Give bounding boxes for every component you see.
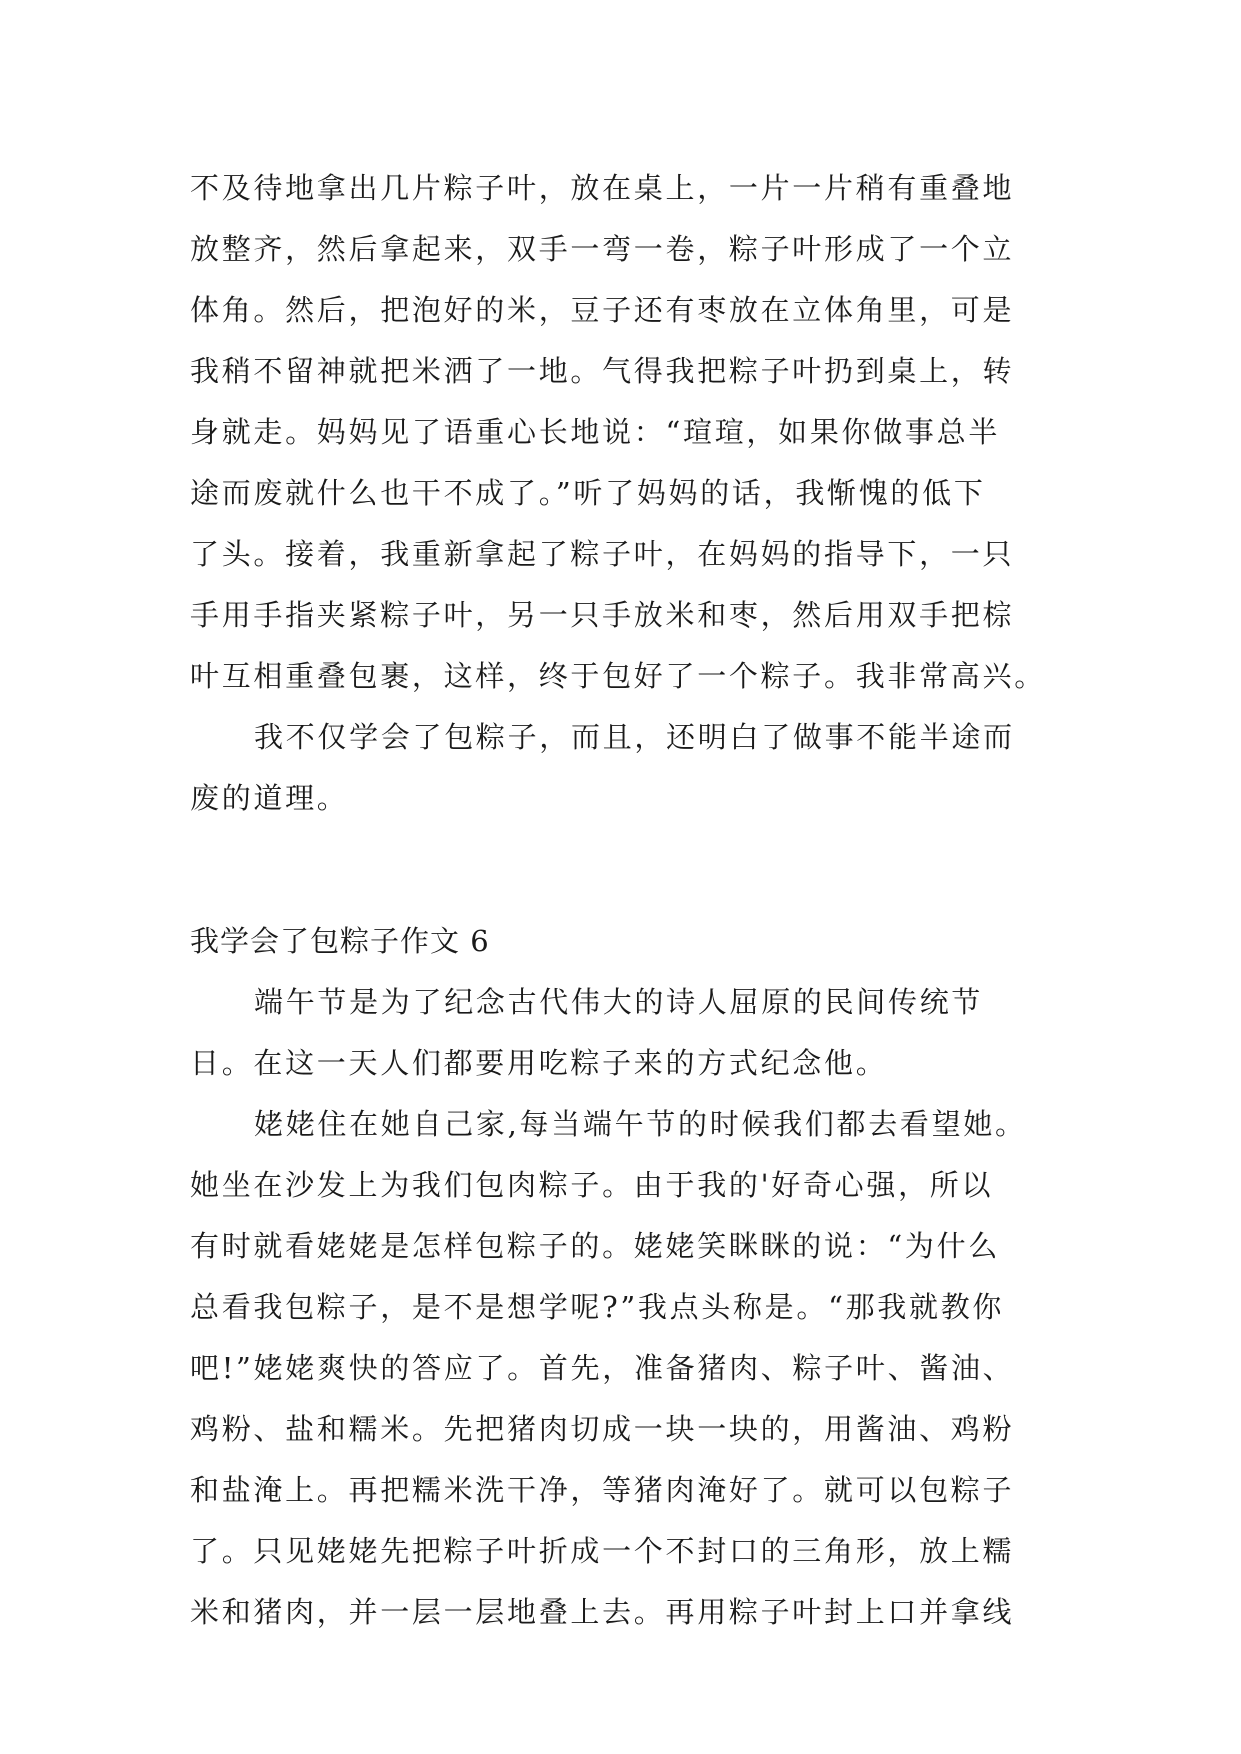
text-line: 放整齐，然后拿起来，双手一弯一卷，粽子叶形成了一个立	[190, 232, 1015, 266]
text-line: 途而废就什么也干不成了。”听了妈妈的话，我惭愧的低下	[190, 476, 986, 510]
paragraph-2	[190, 707, 1050, 829]
text-line: 端午节是为了纪念古代伟大的诗人屈原的民间传统节	[254, 985, 984, 1019]
text-line: 废的道理。	[190, 781, 349, 815]
text-line: 了头。接着，我重新拿起了粽子叶，在妈妈的指导下，一只	[190, 537, 1015, 571]
text-line: 吧!”姥姥爽快的答应了。首先，准备猪肉、粽子叶、酱油、	[190, 1351, 1015, 1385]
section-gap	[190, 829, 1050, 911]
text-line: 米和猪肉，并一层一层地叠上去。再用粽子叶封上口并拿线	[190, 1595, 1015, 1629]
paragraph-1	[190, 158, 1050, 707]
paragraph-4	[190, 1094, 1050, 1643]
text-line: 不及待地拿出几片粽子叶，放在桌上，一片一片稍有重叠地	[190, 171, 1015, 205]
text-line: 日。在这一天人们都要用吃粽子来的方式纪念他。	[190, 1046, 888, 1080]
text-line: 有时就看姥姥是怎样包粽子的。姥姥笑眯眯的说：“为什么	[190, 1229, 1001, 1263]
section-heading: 我学会了包粽子作文 6	[190, 924, 490, 958]
text-line: 鸡粉、盐和糯米。先把猪肉切成一块一块的，用酱油、鸡粉	[190, 1412, 1015, 1446]
text-line: 她坐在沙发上为我们包肉粽子。由于我的'好奇心强，所以	[190, 1168, 994, 1202]
text-line: 身就走。妈妈见了语重心长地说：“瑄瑄，如果你做事总半	[190, 415, 1001, 449]
text-line: 手用手指夹紧粽子叶，另一只手放米和枣，然后用双手把棕	[190, 598, 1015, 632]
paragraph-3	[190, 972, 1050, 1094]
document-page	[190, 158, 1050, 1643]
text-line: 总看我包粽子，是不是想学呢?”我点头称是。“那我就教你	[190, 1290, 1005, 1324]
text-line: 姥姥住在她自己家,每当端午节的时候我们都去看望她。	[254, 1107, 1027, 1141]
text-line: 和盐淹上。再把糯米洗干净，等猪肉淹好了。就可以包粽子	[190, 1473, 1015, 1507]
text-line: 体角。然后，把泡好的米，豆子还有枣放在立体角里，可是	[190, 293, 1015, 327]
text-line: 我不仅学会了包粽子，而且，还明白了做事不能半途而	[254, 720, 1015, 754]
text-line: 了。只见姥姥先把粽子叶折成一个不封口的三角形，放上糯	[190, 1534, 1015, 1568]
text-line: 我稍不留神就把米洒了一地。气得我把粽子叶扔到桌上，转	[190, 354, 1015, 388]
text-line: 叶互相重叠包裹，这样，终于包好了一个粽子。我非常高兴。	[190, 659, 1046, 693]
